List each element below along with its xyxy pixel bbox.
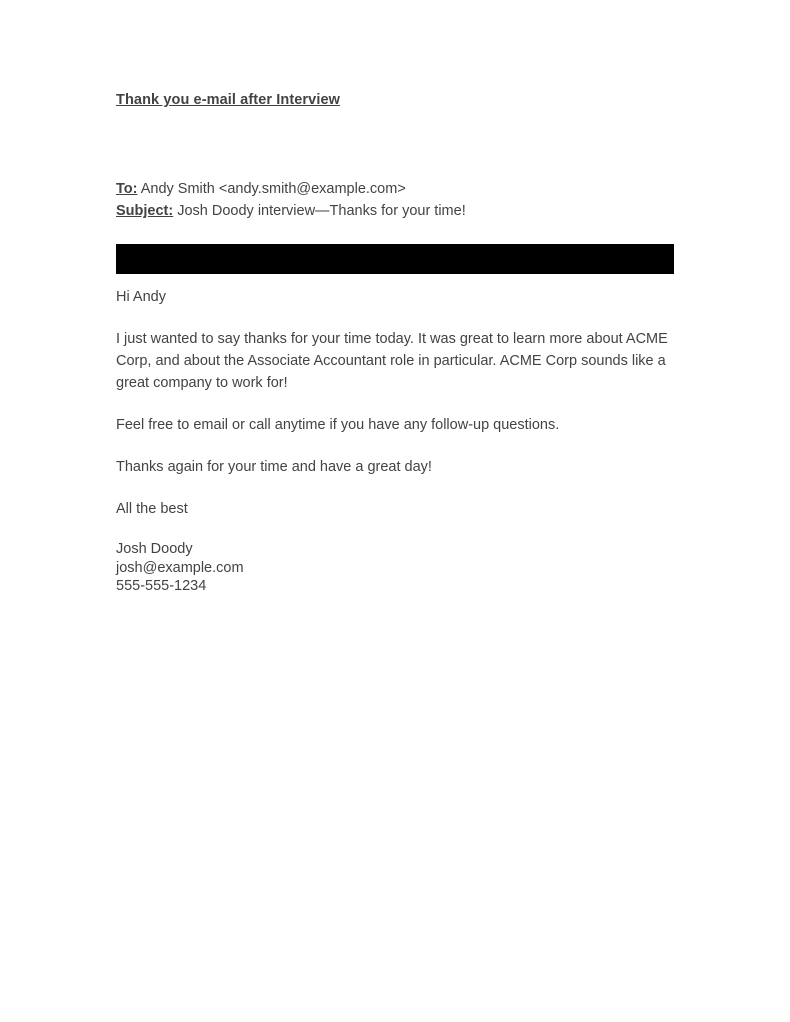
page-title: Thank you e-mail after Interview (116, 92, 340, 108)
document-content (116, 90, 676, 596)
signature-email: josh@example.com (116, 559, 244, 576)
email-paragraph-1: I just wanted to say thanks for your time today. It was great to learn more about ACME Corp, and about the Associate Accountant role in particular. ACME Corp sounds like a great company to work for! (116, 331, 668, 391)
email-paragraph-3: Thanks again for your time and have a great day! (116, 459, 432, 475)
email-to-value: Andy Smith <andy.smith@example.com> (140, 181, 406, 197)
email-signature (116, 540, 676, 596)
redaction-bar (116, 244, 674, 274)
email-to-line (116, 178, 676, 200)
email-to-label: To: (116, 181, 138, 197)
email-header (116, 178, 676, 222)
email-paragraph-2: Feel free to email or call anytime if you have any follow-up questions. (116, 417, 560, 433)
signature-name: Josh Doody (116, 541, 193, 557)
email-sign-off: All the best (116, 501, 188, 517)
email-subject-value: Josh Doody interview—Thanks for your time! (177, 203, 466, 219)
email-subject-line (116, 200, 676, 222)
signature-phone: 555-555-1234 (116, 578, 207, 594)
email-greeting: Hi Andy (116, 289, 166, 305)
email-subject-label: Subject: (116, 203, 174, 219)
